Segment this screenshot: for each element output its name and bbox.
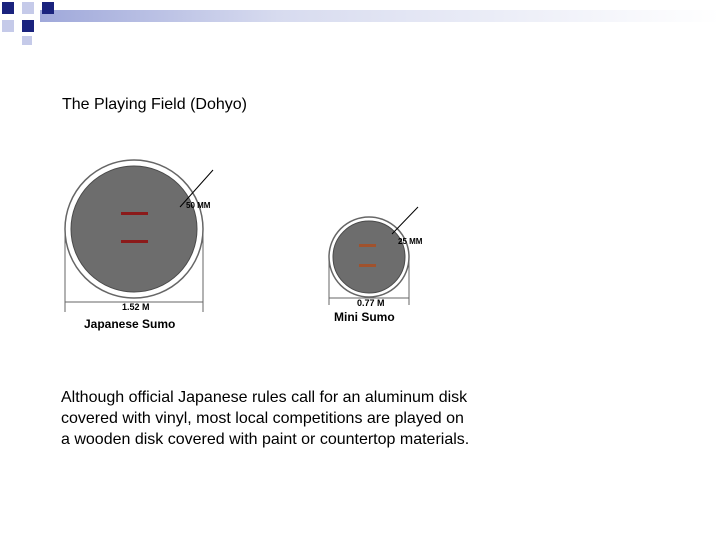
deco-square — [42, 2, 54, 14]
shikiri-line — [359, 264, 376, 267]
ring-surface — [71, 166, 197, 292]
body-line: a wooden disk covered with paint or countertop materials. — [61, 431, 470, 448]
diameter-label: 0.77 M — [357, 298, 385, 308]
deco-square — [22, 20, 34, 32]
body-line: covered with vinyl, most local competitions are played on — [61, 410, 464, 427]
diameter-label: 1.52 M — [122, 302, 150, 312]
deco-square — [2, 20, 14, 32]
ring-name-label: Mini Sumo — [334, 310, 395, 324]
ring-name-label: Japanese Sumo — [84, 317, 176, 331]
header-band — [40, 10, 720, 22]
shikiri-line — [121, 240, 148, 243]
deco-square — [22, 2, 34, 14]
mini-sumo-ring — [329, 207, 423, 324]
border-width-label: 25 MM — [398, 237, 423, 246]
body-paragraph — [61, 387, 531, 450]
japanese-sumo-ring — [65, 160, 213, 331]
body-line: Although official Japanese rules call for an aluminum disk — [61, 389, 468, 406]
dohyo-diagram — [0, 150, 720, 340]
border-width-label: 50 MM — [186, 201, 211, 210]
deco-square — [22, 36, 32, 45]
shikiri-line — [121, 212, 148, 215]
deco-square — [2, 2, 14, 14]
slide-title: The Playing Field (Dohyo) — [62, 96, 247, 113]
border-pointer — [392, 207, 418, 234]
shikiri-line — [359, 244, 376, 247]
header-decoration — [0, 0, 720, 45]
